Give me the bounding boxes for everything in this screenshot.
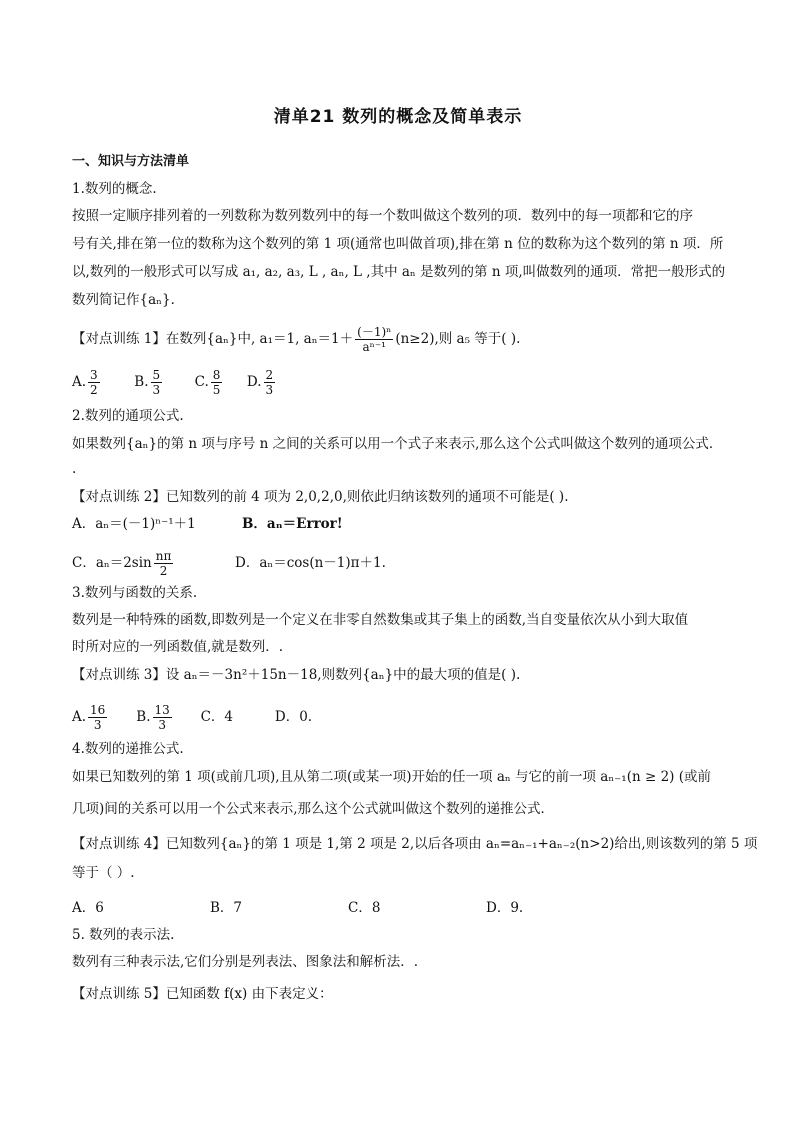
option-a: [72, 703, 132, 732]
fraction-denominator: aⁿ⁻¹: [362, 340, 386, 354]
option-b-label: B.: [136, 709, 151, 725]
s4-p2: 几项)间的关系可以用一个公式来表示,那么这个公式就叫做这个数列的递推公式．: [72, 801, 555, 817]
option-a: [72, 368, 130, 397]
s2-p2: .: [72, 461, 77, 477]
option-d: D．9.: [486, 900, 524, 916]
s5-heading: 5. 数列的表示法.: [72, 927, 175, 943]
option-a-fraction: [88, 703, 107, 732]
s4-heading: 4.数列的递推公式.: [72, 741, 184, 757]
training-2-options-cd: [72, 549, 724, 578]
training-4-text: 【对点训练 4】已知数列{aₙ}的第 1 项是 1,第 2 项是 2,以后各项由 aₙ=aₙ₋₁+aₙ₋₂(n>2)给出,则该数列的第 5 项: [72, 836, 758, 852]
option-d: D．0.: [274, 709, 313, 725]
option-c: [195, 368, 243, 397]
option-d: D．aₙ＝cos(n－1)π＋1.: [235, 555, 386, 571]
s1-heading: 1.数列的概念.: [72, 181, 157, 197]
fraction-denominator: 3: [152, 383, 161, 397]
option-c-label: C.: [194, 374, 209, 390]
option-c-fraction: [211, 368, 223, 397]
fraction-denominator: 2: [159, 564, 168, 578]
option-d: [247, 368, 277, 397]
option-b-fraction: [153, 703, 172, 732]
s1-p4: 数列简记作{aₙ}．: [72, 292, 185, 308]
training-1-options: [72, 368, 724, 397]
fraction-denominator: 3: [265, 383, 274, 397]
s4-p1: 如果已知数列的第 1 项(或前几项),且从第二项(或某一项)开始的任一项 aₙ 与它的前一项 aₙ₋₁(n ≥ 2) (或前: [72, 769, 711, 785]
option-c-label: C．aₙ＝2sin: [72, 555, 152, 571]
fraction-numerator: 13: [154, 703, 170, 717]
option-b-label: B.: [134, 374, 149, 390]
training-1-text: 【对点训练 1】在数列{aₙ}中, a₁＝1, aₙ＝1＋: [72, 331, 354, 347]
option-a-fraction: [88, 368, 100, 397]
fraction-denominator: 3: [93, 718, 102, 732]
page-title: 清单21 数列的概念及简单表示: [273, 107, 523, 127]
fraction-denominator: 3: [158, 718, 166, 732]
option-a: A．6: [72, 900, 104, 916]
training-2-text: 【对点训练 2】已知数列的前 4 项为 2,0,2,0,则依此归纳该数列的通项不可能是( ).: [72, 489, 569, 505]
training-1: [72, 325, 724, 354]
fraction-numerator: 2: [265, 368, 274, 382]
training-3-text: 【对点训练 3】设 aₙ＝－3n²＋15n－18,则数列{aₙ}中的最大项的值是( ).: [72, 667, 521, 683]
s3-p1: 数列是一种特殊的函数,即数列是一个定义在非零自然数集或其子集上的函数,当自变量依次从小到大取值: [72, 612, 689, 628]
s2-p1: 如果数列{aₙ}的第 n 项与序号 n 之间的关系可以用一个式子来表示,那么这个公式叫做这个数列的通项公式．: [72, 436, 723, 452]
s5-p1: 数列有三种表示法,它们分别是列表法、图象法和解析法．.: [72, 954, 419, 970]
s1-p1: 按照一定顺序排列着的一列数称为数列数列中的每一个数叫做这个数列的项．数列中的每一项都和它的序: [72, 208, 693, 224]
fraction-numerator: 5: [152, 368, 161, 382]
fraction-numerator: 3: [90, 368, 98, 382]
option-d-fraction: [264, 368, 276, 397]
option-b: [134, 368, 190, 397]
s1-p3: 以,数列的一般形式可以写成 a₁, a₂, a₃, L , aₙ, L ,其中 aₙ 是数列的第 n 项,叫做数列的通项．常把一般形式的: [72, 264, 726, 280]
section-heading: 一、知识与方法清单: [72, 154, 190, 169]
s2-heading: 2.数列的通项公式.: [72, 408, 184, 424]
s3-heading: 3.数列与函数的关系.: [72, 585, 198, 601]
fraction-numerator: (－1)ⁿ: [357, 325, 392, 339]
fraction-denominator: 5: [212, 383, 221, 397]
fraction-numerator: 8: [212, 368, 221, 382]
s3-p2: 时所对应的一列函数值,就是数列．.: [72, 639, 284, 655]
option-c: C．8: [348, 900, 381, 916]
training-4-options: [72, 899, 724, 917]
option-b: [136, 703, 196, 732]
option-b: B．7: [210, 900, 243, 916]
training-2-options-ab: [72, 515, 724, 533]
option-a: A．aₙ＝(－1)ⁿ⁻¹＋1: [72, 516, 196, 532]
fraction-numerator: 16: [90, 703, 106, 717]
fraction-numerator: nπ: [155, 549, 172, 563]
option-b: B．aₙ＝Error!: [242, 516, 343, 532]
document-page: [72, 0, 758, 1123]
option-b-fraction: [151, 368, 163, 397]
option-c-fraction: [154, 549, 174, 578]
option-a-label: A.: [72, 709, 87, 725]
fraction-denominator: 2: [90, 383, 98, 397]
training-1-tail: (n≥2),则 a₅ 等于( ).: [395, 331, 521, 347]
option-a-label: A.: [72, 374, 87, 390]
option-c: [72, 549, 235, 578]
training-3-options: [72, 703, 724, 732]
training-5-text: 【对点训练 5】已知函数 f(x) 由下表定义：: [72, 986, 333, 1002]
training-1-fraction: [355, 325, 393, 354]
training-4-text-2: 等于（ ）.: [72, 865, 135, 881]
s1-p2: 号有关,排在第一位的数称为这个数列的第 1 项(通常也叫做首项),排在第 n 位的数称为这个数列的第 n 项．所: [72, 236, 724, 252]
option-c: C．4: [200, 709, 234, 725]
option-d-label: D.: [246, 374, 262, 390]
